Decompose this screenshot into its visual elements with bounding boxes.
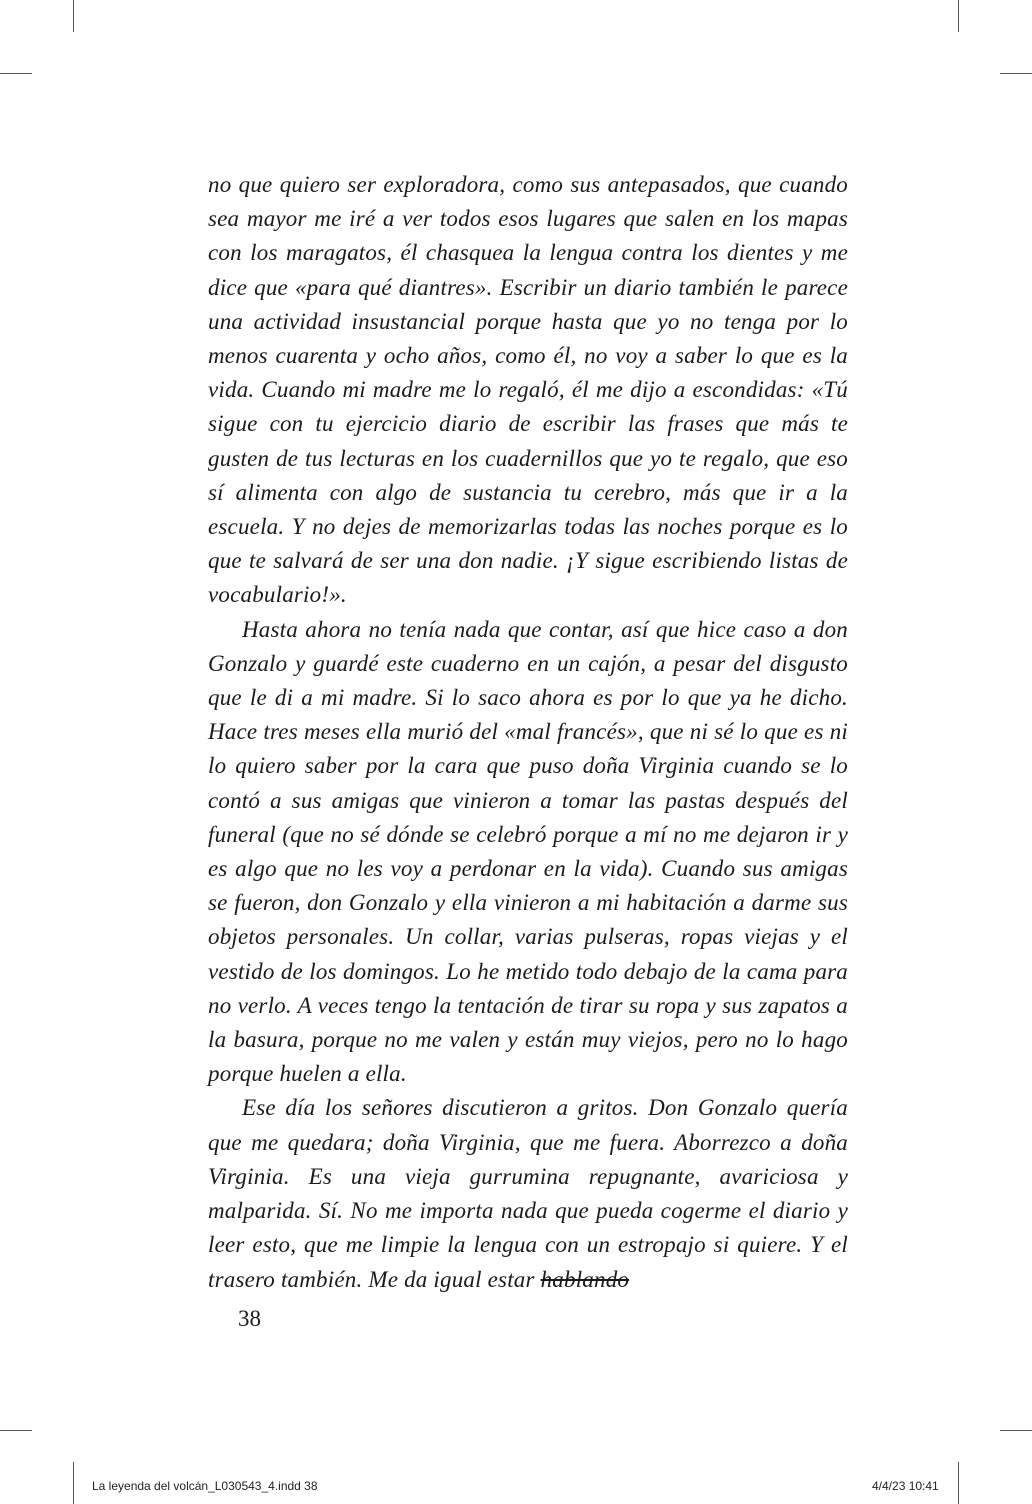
page-number: 38 — [238, 1306, 261, 1331]
crop-mark-top-right-h — [1000, 73, 1032, 74]
crop-mark-bottom-right — [958, 1462, 959, 1504]
paragraph-2: Hasta ahora no tenía nada que contar, así que hice caso a don Gonzalo y guardé este cuaderno en un cajón, a pesar del disgusto que le di a mi madre. Si lo saco ahora es por lo que ya he dicho. Hace tres meses ella murió del «mal francés», que ni sé lo que es ni lo quiero saber por la cara que puso doña Virginia cuando se lo contó a sus amigas que vinieron a tomar las pastas después del funeral (que no sé dónde se celebró porque a mí no me dejaron ir y es algo que no les voy a perdonar en la vida). Cuando sus amigas se fueron, don Gonzalo y ella vinieron a mi habitación a darme sus objetos personales. Un collar, varias pulseras, ropas viejas y el vestido de los domingos. Lo he metido todo debajo de la cama para no verlo. A veces tengo la tentación de tirar su ropa y sus zapatos a la basura, porque no me valen y están muy viejos, pero no lo hago porque huelen a ella. — [208, 616, 848, 1087]
paragraph-3 — [208, 1091, 848, 1296]
slug-datetime: 4/4/23 10:41 — [872, 1479, 939, 1493]
paragraph-1: no que quiero ser exploradora, como sus antepasados, que cuando sea mayor me iré a ver todos esos lugares que salen en los mapas con los maragatos, él chasquea la lengua contra los dientes y me dice que «para qué diantres». Escribir un diario también le parece una actividad insustancial porque hasta que yo no tenga por lo menos cuarenta y ocho años, como él, no voy a saber lo que es la vida. Cuando mi madre me lo regaló, él me dijo a escondidas: «Tú sigue con tu ejercicio diario de escribir las frases que más te gusten de tus lecturas en los cuadernillos que yo te regalo, que eso sí alimenta con algo de sustancia tu cerebro, más que ir a la escuela. Y no dejes de memorizarlas todas las noches porque es lo que te salvará de ser una don nadie. ¡Y sigue escribiendo listas de vocabulario!». — [208, 172, 848, 608]
body-text — [208, 168, 848, 1297]
crop-mark-top-left-h — [0, 73, 32, 74]
crop-mark-top-right — [958, 0, 959, 32]
paragraph-3-text: Ese día los señores discutieron a gritos. Don Gonzalo quería que me quedara; doña Virginia, que me fuera. Aborrezco a doña Virginia. Es una vieja gurrumina repugnante, avariciosa y malparida. Sí. No me importa nada que pueda cogerme el diario y leer esto, que me limpie la lengua con un estropajo si quiere. Y el trasero también. Me da igual estar — [208, 1095, 848, 1292]
slug-filename: La leyenda del volcán_L030543_4.indd 38 — [92, 1479, 318, 1493]
crop-mark-top-left — [73, 0, 74, 32]
crop-mark-bottom-left-h — [0, 1430, 32, 1431]
struck-word: hablando — [540, 1266, 630, 1292]
crop-mark-bottom-left — [73, 1462, 74, 1504]
crop-mark-bottom-right-h — [1000, 1430, 1032, 1431]
